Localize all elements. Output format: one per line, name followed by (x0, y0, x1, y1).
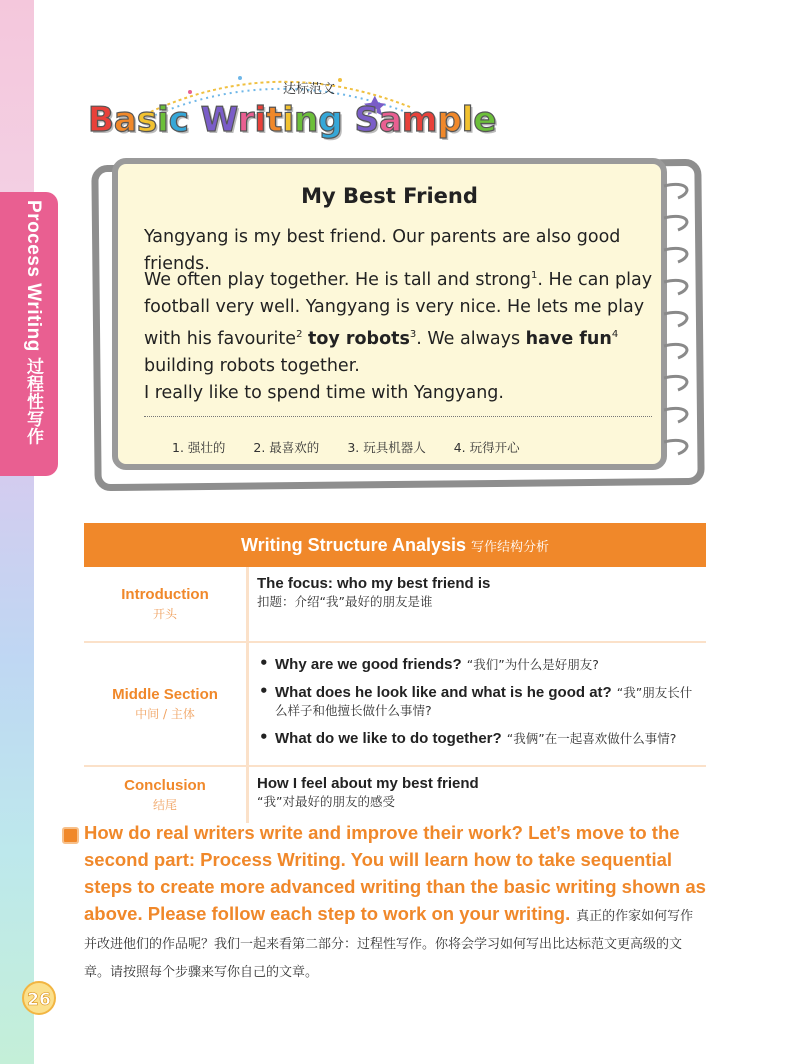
list-item: • What does he look like and what is he good at? “我”朋友长什么样子和他擅长做什么事情? (257, 683, 698, 719)
row-label: Conclusion 结尾 (84, 767, 249, 823)
table-row-middle (84, 643, 706, 767)
notebook-page (112, 158, 667, 470)
side-gradient-strip (0, 0, 34, 1064)
row-content (249, 643, 706, 765)
essay-paragraph-1: Yangyang is my best friend. Our parents are also good friends. (144, 227, 621, 274)
page-number: 26 (22, 981, 56, 1015)
glossary (172, 438, 520, 456)
glossary-item: 1. 强壮的 (172, 440, 226, 455)
glossary-item: 2. 最喜欢的 (253, 440, 320, 455)
logo-title (88, 100, 496, 140)
intro-paragraph: How do real writers write and improve their work? Let’s move to the second part: Process Writing. You will learn how to take sequential steps to create more advanced writing than the basic writing shown as above. Please follow each step to work on your writing. 真正的作家如何写作并改进他们的作品呢？我们一起来看第二部分：过程性写作。你将会学习如何写出比达标范文更高级的文章。请按照每个步骤来写你自己的文章。 (84, 822, 706, 980)
glossary-item: 3. 玩具机器人 (347, 440, 426, 455)
glossary-divider (144, 416, 652, 417)
table-row-introduction (84, 567, 706, 643)
table-header: Writing Structure Analysis 写作结构分析 (84, 523, 706, 567)
essay-paragraph-3: I really like to spend time with Yangyang. (144, 383, 504, 403)
logo-subtitle: 达标范文 (283, 82, 336, 97)
row-label: Introduction 开头 (84, 567, 249, 641)
structure-analysis-table (84, 523, 706, 823)
row-content: How I feel about my best friend “我”对最好的朋友的感受 (257, 775, 479, 809)
essay-title: My Best Friend (301, 184, 478, 208)
glossary-item: 4. 玩得开心 (453, 440, 520, 455)
essay-paragraph-2: We often play together. He is tall and strong$^1$. He can play football very well. Yangyang is very nice. He lets me play with his favourite$^2$ toy robots$^3$. We always have fun$^4$ building robots together. (144, 269, 653, 376)
table-row-conclusion (84, 767, 706, 823)
section-tab-label: Process Writing 过程性写作 (23, 200, 44, 446)
list-item: • Why are we good friends? “我们”为什么是好朋友? (257, 655, 698, 673)
notebook-rings (660, 178, 700, 468)
list-item: • What do we like to do together? “我俩”在一起喜欢做什么事情? (257, 729, 698, 747)
square-bullet-icon (62, 827, 79, 844)
logo-title-text: Basic Writing Sample (88, 100, 497, 140)
row-content: The focus: who my best friend is 扣题：介绍“我”最好的朋友是谁 (257, 575, 491, 609)
row-label: Middle Section 中间 / 主体 (84, 643, 249, 765)
